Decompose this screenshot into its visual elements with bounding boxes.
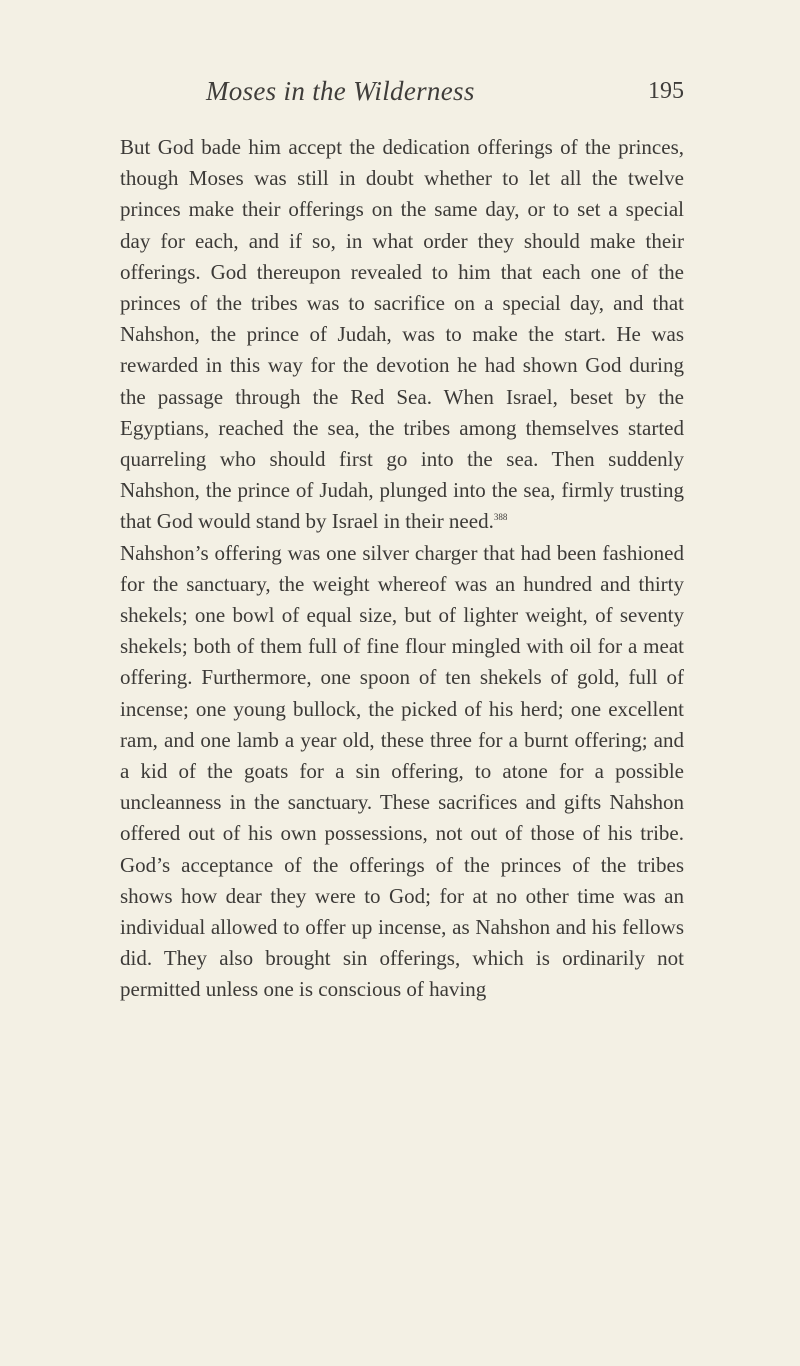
running-title: Moses in the Wilderness: [206, 76, 475, 106]
paragraph: [120, 132, 684, 538]
footnote-reference: 388: [493, 512, 508, 523]
paragraph: [120, 538, 684, 1006]
paragraph-1-text: But God bade him accept the dedication offerings of the princes, though Moses was still in doubt whether to let all the twelve princes make their offerings on the same day, or to set a special day for each, and if so, in what order they should make their offerings. God thereupon revealed to him that each one of the princes of the tribes was to sacrifice on a special day, and that Nahshon, the prince of Judah, was to make the start. He was rewarded in this way for the devotion he had shown God during the passage through the Red Sea. When Israel, beset by the Egyptians, reached the sea, the tribes among themselves started quarreling who should first go into the sea. Then suddenly Nahshon, the prince of Judah, plunged into the sea, firmly trusting that God would stand by Israel in their need.: [120, 135, 684, 534]
page-number: 195: [648, 78, 684, 104]
paragraph-2-text: Nahshon’s offering was one silver charger that had been fashioned for the sanctuary, the weight whereof was an hundred and thirty shekels; one bowl of equal size, but of lighter weight, of seventy shekels; both of them full of fine flour mingled with oil for a meat offering. Furthermore, one spoon of ten shekels of gold, full of incense; one young bullock, the picked of his herd; one excellent ram, and one lamb a year old, these three for a burnt offering; and a kid of the goats for a sin offering, to atone for a possible uncleanness in the sanctuary. These sacrifices and gifts Nahshon offered out of his own possessions, not out of those of his tribe. God’s acceptance of the offerings of the princes of the tribes shows how dear they were to God; for at no other time was an individual allowed to offer up incense, as Nahshon and his fellows did. They also brought sin offerings, which is ordinarily not permitted unless one is conscious of having: [120, 540, 684, 1002]
body-text: [120, 132, 684, 1006]
running-head: [120, 76, 684, 116]
